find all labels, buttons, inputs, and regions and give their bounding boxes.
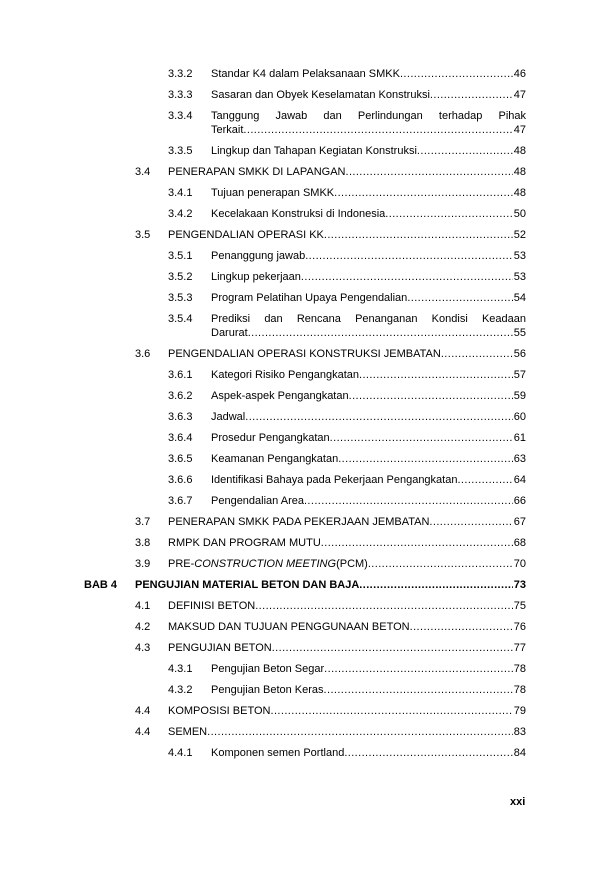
dot-leader xyxy=(385,208,512,221)
toc-entry-title-italic: CONSTRUCTION MEETING xyxy=(194,558,337,570)
toc-entry-page: 78 xyxy=(513,663,526,675)
toc-entry-title: SEMEN xyxy=(168,726,208,738)
toc-entry-number: 3.4 xyxy=(135,166,151,178)
dot-leader xyxy=(359,579,512,592)
toc-entry[interactable] xyxy=(168,516,526,529)
toc-entry-page: 53 xyxy=(513,250,526,262)
toc-entry-page: 66 xyxy=(513,495,526,507)
toc-entry[interactable] xyxy=(211,292,526,305)
toc-entry-number: 3.4.2 xyxy=(168,208,193,220)
toc-entry-title: Lingkup pekerjaan xyxy=(211,271,301,283)
toc-entry-number: 3.6.3 xyxy=(168,411,193,423)
toc-entry-title-line1: Prediksi dan Rencana Penanganan Kondisi Keadaan xyxy=(211,313,526,325)
dot-leader xyxy=(321,537,513,550)
toc-entry-title: PENGUJIAN MATERIAL BETON DAN BAJA xyxy=(135,579,360,591)
toc-entry-number: 3.3.5 xyxy=(168,145,193,157)
toc-entry-title: Aspek-aspek Pengangkatan xyxy=(211,390,349,402)
toc-entry-title: Program Pelatihan Upaya Pengendalian xyxy=(211,292,408,304)
toc-entry-number: 3.5.2 xyxy=(168,271,193,283)
toc-entry-page: 47 xyxy=(513,124,526,136)
toc-entry-title: Pengendalian Area xyxy=(211,495,304,507)
toc-entry-title-line2: Darurat xyxy=(211,327,248,339)
toc-entry[interactable] xyxy=(211,747,526,760)
toc-entry[interactable] xyxy=(211,663,526,676)
toc-entry-number: 3.6.1 xyxy=(168,369,193,381)
toc-entry-title: Prosedur Pengangkatan xyxy=(211,432,330,444)
toc-entry-title-line1: Tanggung Jawab dan Perlindungan terhadap Pihak xyxy=(211,110,526,122)
toc-entry-page: 78 xyxy=(513,684,526,696)
toc-entry[interactable] xyxy=(211,474,526,487)
toc-entry-number: 4.4 xyxy=(135,726,151,738)
toc-entry-number: 3.6.2 xyxy=(168,390,193,402)
dot-leader xyxy=(305,250,513,263)
dot-leader xyxy=(324,663,513,676)
dot-leader xyxy=(245,411,513,424)
toc-entry-page: 52 xyxy=(513,229,526,241)
toc-entry-number: BAB 4 xyxy=(84,579,118,591)
toc-entry-page: 76 xyxy=(513,621,526,633)
toc-entry-number: 4.3 xyxy=(135,642,151,654)
toc-entry-title: Pengujian Beton Segar xyxy=(211,663,325,675)
dot-leader xyxy=(324,684,513,697)
toc-entry-page: 70 xyxy=(513,558,526,570)
toc-entry-number: 3.3.4 xyxy=(168,110,193,122)
toc-entry[interactable] xyxy=(211,208,526,221)
toc-entry-page: 64 xyxy=(513,474,526,486)
dot-leader xyxy=(429,516,512,529)
toc-entry-page: 79 xyxy=(513,705,526,717)
toc-entry-number: 3.6.6 xyxy=(168,474,193,486)
toc-entry-title: PENGENDALIAN OPERASI KONSTRUKSI JEMBATAN xyxy=(168,348,441,360)
toc-entry[interactable] xyxy=(211,124,526,137)
toc-entry-title: PENGENDALIAN OPERASI KK xyxy=(168,229,324,241)
toc-entry-page: 48 xyxy=(513,187,526,199)
toc-entry-title: Jadwal xyxy=(211,411,246,423)
dot-leader xyxy=(368,558,513,571)
dot-leader xyxy=(338,453,513,466)
toc-entry-title: Keamanan Pengangkatan xyxy=(211,453,339,465)
toc-entry-page: 84 xyxy=(513,747,526,759)
toc-entry[interactable] xyxy=(168,726,526,739)
dot-leader xyxy=(400,68,513,81)
dot-leader xyxy=(430,89,513,102)
toc-entry[interactable] xyxy=(168,537,526,550)
toc-entry-number: 4.2 xyxy=(135,621,151,633)
toc-entry-number: 3.6.5 xyxy=(168,453,193,465)
toc-entry-number: 4.1 xyxy=(135,600,151,612)
toc-entry-title: Penanggung jawab xyxy=(211,250,306,262)
toc-entry-title: Pengujian Beton Keras xyxy=(211,684,324,696)
toc-entry[interactable] xyxy=(168,705,526,718)
dot-leader xyxy=(410,621,513,634)
toc-entry-title: Lingkup dan Tahapan Kegiatan Konstruksi xyxy=(211,145,417,157)
dot-leader xyxy=(255,600,513,613)
toc-entry[interactable] xyxy=(168,166,526,179)
dot-leader xyxy=(345,166,512,179)
toc-entry-number: 3.5.4 xyxy=(168,313,193,325)
toc-entry[interactable] xyxy=(211,453,526,466)
dot-leader xyxy=(407,292,512,305)
toc-entry-page: 67 xyxy=(513,516,526,528)
toc-entry-title-post: (PCM) xyxy=(336,558,368,570)
toc-entry-title: DEFINISI BETON xyxy=(168,600,256,612)
toc-entry-number: 3.7 xyxy=(135,516,151,528)
toc-entry-number: 4.3.2 xyxy=(168,684,193,696)
toc-entry[interactable] xyxy=(211,411,526,424)
toc-entry[interactable] xyxy=(211,145,526,158)
dot-leader xyxy=(349,390,513,403)
toc-entry[interactable] xyxy=(168,621,526,634)
toc-entry-number: 3.8 xyxy=(135,537,151,549)
page-number: xxi xyxy=(510,796,526,808)
dot-leader xyxy=(334,187,513,200)
toc-entry-page: 68 xyxy=(513,537,526,549)
toc-entry-number: 3.5.1 xyxy=(168,250,193,262)
toc-entry-page: 63 xyxy=(513,453,526,465)
dot-leader xyxy=(272,642,513,655)
toc-entry-page: 61 xyxy=(513,432,526,444)
toc-entry-number: 3.4.1 xyxy=(168,187,193,199)
dot-leader xyxy=(417,145,513,158)
toc-entry-page: 55 xyxy=(513,327,526,339)
toc-entry-number: 3.5 xyxy=(135,229,151,241)
toc-entry-title: Tujuan penerapan SMKK xyxy=(211,187,335,199)
toc-entry-number: 3.5.3 xyxy=(168,292,193,304)
toc-entry-page: 57 xyxy=(513,369,526,381)
toc-entry-number: 3.6.4 xyxy=(168,432,193,444)
toc-entry-number: 3.3.3 xyxy=(168,89,193,101)
toc-entry[interactable] xyxy=(168,600,526,613)
toc-entry[interactable] xyxy=(211,432,526,445)
toc-entry-page: 56 xyxy=(513,348,526,360)
toc-entry-title: Identifikasi Bahaya pada Pekerjaan Pengangkatan xyxy=(211,474,458,486)
toc-entry-number: 3.3.2 xyxy=(168,68,193,80)
dot-leader xyxy=(304,495,513,508)
toc-entry[interactable] xyxy=(211,390,526,403)
toc-entry-number: 4.4.1 xyxy=(168,747,193,759)
toc-entry[interactable] xyxy=(211,89,526,102)
dot-leader xyxy=(271,705,513,718)
toc-entry-title: PENERAPAN SMKK DI LAPANGAN xyxy=(168,166,346,178)
toc-entry-page: 59 xyxy=(513,390,526,402)
dot-leader xyxy=(207,726,513,739)
dot-leader xyxy=(301,271,513,284)
toc-entry-page: 48 xyxy=(513,145,526,157)
dot-leader xyxy=(441,348,513,361)
toc-entry-title: Sasaran dan Obyek Keselamatan Konstruksi xyxy=(211,89,430,101)
toc-entry-title: PENERAPAN SMKK PADA PEKERJAAN JEMBATAN xyxy=(168,516,430,528)
toc-entry-number: 3.6 xyxy=(135,348,151,360)
toc-entry[interactable] xyxy=(211,187,526,200)
toc-entry-page: 50 xyxy=(513,208,526,220)
toc-entry-page: 83 xyxy=(513,726,526,738)
toc-entry-title: Komponen semen Portland xyxy=(211,747,345,759)
dot-leader xyxy=(243,124,512,137)
toc-entry-page: 54 xyxy=(513,292,526,304)
toc-entry[interactable] xyxy=(211,68,526,81)
toc-entry[interactable] xyxy=(168,348,526,361)
toc-entry-title: Kategori Risiko Pengangkatan xyxy=(211,369,359,381)
toc-entry[interactable] xyxy=(211,327,526,340)
toc-entry-page: 77 xyxy=(513,642,526,654)
toc-entry-page: 75 xyxy=(513,600,526,612)
toc-entry[interactable] xyxy=(168,229,526,242)
toc-entry[interactable] xyxy=(211,369,526,382)
toc-entry-page: 53 xyxy=(513,271,526,283)
toc-entry-page: 48 xyxy=(513,166,526,178)
toc-entry-number: 4.3.1 xyxy=(168,663,193,675)
toc-entry-title-line2: Terkait xyxy=(211,124,244,136)
dot-leader xyxy=(344,747,512,760)
dot-leader xyxy=(457,474,512,487)
dot-leader xyxy=(248,327,513,340)
toc-entry-title: Standar K4 dalam Pelaksanaan SMKK xyxy=(211,68,400,80)
toc-entry-title: PENGUJIAN BETON xyxy=(168,642,272,654)
toc-entry-number: 3.9 xyxy=(135,558,151,570)
toc-entry-page: 73 xyxy=(513,579,526,591)
toc-entry-page: 60 xyxy=(513,411,526,423)
toc-entry-number: 3.6.7 xyxy=(168,495,193,507)
toc-entry[interactable] xyxy=(211,495,526,508)
toc-entry-page: 47 xyxy=(513,89,526,101)
toc-entry-title: MAKSUD DAN TUJUAN PENGGUNAAN BETON xyxy=(168,621,410,633)
toc-entry-number: 4.4 xyxy=(135,705,151,717)
toc-entry[interactable] xyxy=(168,558,526,571)
toc-entry[interactable] xyxy=(211,271,526,284)
toc-entry-title-pre: PRE- xyxy=(168,558,195,570)
dot-leader xyxy=(324,229,513,242)
toc-entry-title: KOMPOSISI BETON xyxy=(168,705,271,717)
toc-entry[interactable] xyxy=(211,250,526,263)
dot-leader xyxy=(359,369,513,382)
toc-entry[interactable] xyxy=(168,642,526,655)
toc-entry[interactable] xyxy=(135,579,526,592)
toc-entry-title: Kecelakaan Konstruksi di Indonesia xyxy=(211,208,386,220)
toc-entry-title: RMPK DAN PROGRAM MUTU xyxy=(168,537,321,549)
toc-entry[interactable] xyxy=(211,684,526,697)
dot-leader xyxy=(330,432,513,445)
toc-entry-page: 46 xyxy=(513,68,526,80)
